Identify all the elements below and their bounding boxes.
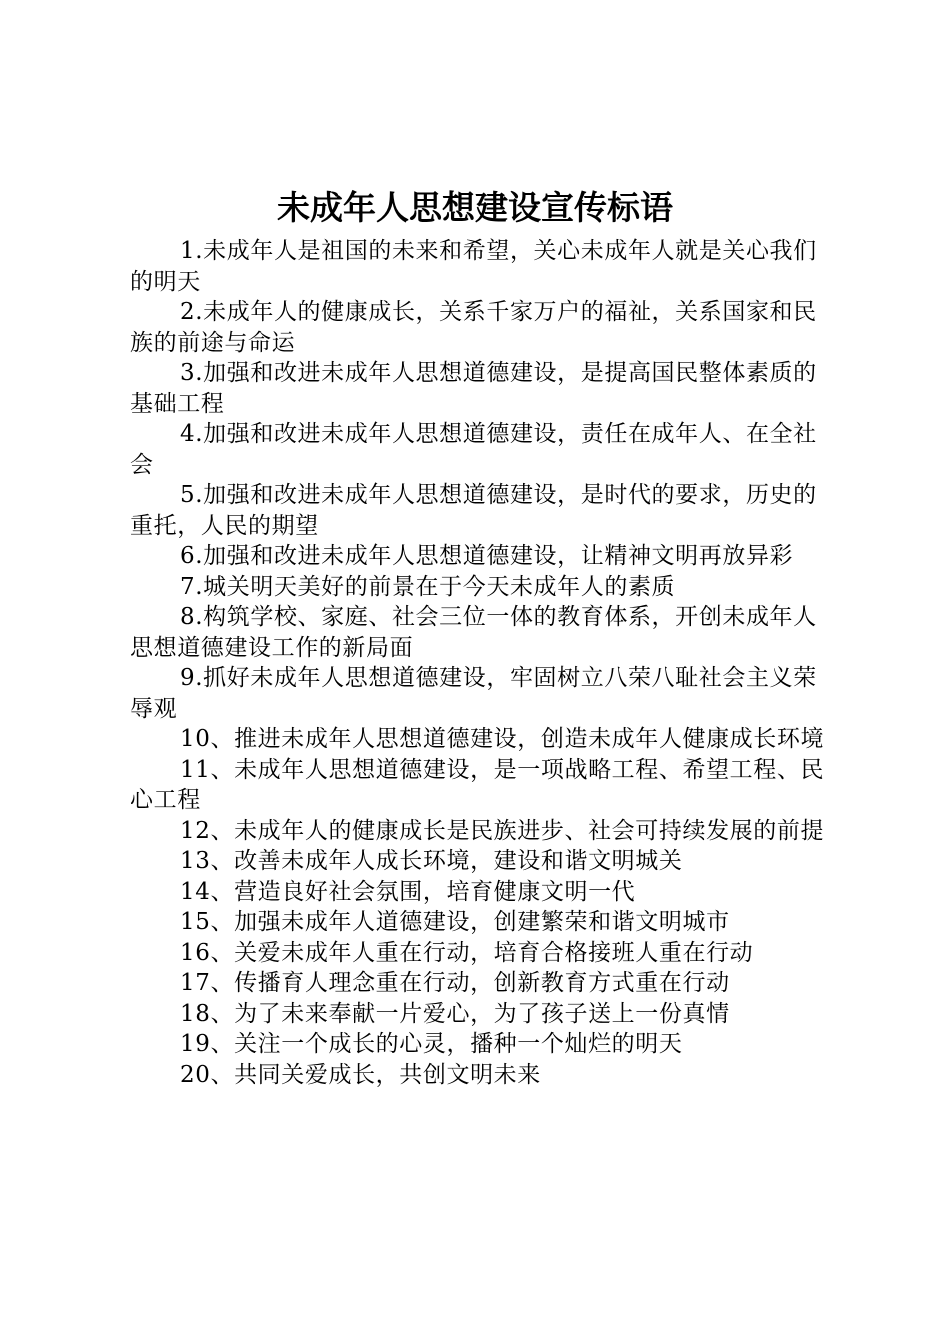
slogan-item: 11、未成年人思想道德建设，是一项战略工程、希望工程、民心工程 xyxy=(130,756,825,813)
slogan-item: 7.城关明天美好的前景在于今天未成年人的素质 xyxy=(180,573,676,600)
slogan-item: 14、营造良好社会氛围，培育健康文明一代 xyxy=(180,878,636,905)
slogan-item: 2.未成年人的健康成长，关系千家万户的福祉，关系国家和民族的前途与命运 xyxy=(130,299,817,356)
slogan-item: 12、未成年人的健康成长是民族进步、社会可持续发展的前提 xyxy=(180,817,825,844)
slogan-item: 8.构筑学校、家庭、社会三位一体的教育体系，开创未成年人思想道德建设工作的新局面 xyxy=(130,604,817,661)
slogan-item: 1.未成年人是祖国的未来和希望，关心未成年人就是关心我们的明天 xyxy=(130,238,817,295)
slogan-item: 15、加强未成年人道德建设，创建繁荣和谐文明城市 xyxy=(180,909,730,935)
slogan-item: 3.加强和改进未成年人思想道德建设，是提高国民整体素质的基础工程 xyxy=(130,360,817,417)
slogan-item: 20、共同关爱成长，共创文明未来 xyxy=(180,1061,541,1088)
slogan-item: 16、关爱未成年人重在行动，培育合格接班人重在行动 xyxy=(180,939,754,966)
slogan-item: 17、传播育人理念重在行动，创新教育方式重在行动 xyxy=(180,970,730,996)
slogan-item: 10、推进未成年人思想道德建设，创造未成年人健康成长环境 xyxy=(180,726,825,752)
slogan-item: 5.加强和改进未成年人思想道德建设，是时代的要求，历史的重托，人民的期望 xyxy=(130,482,817,539)
slogan-item: 13、改善未成年人成长环境，建设和谐文明城关 xyxy=(180,848,683,874)
slogan-item: 9.抓好未成年人思想道德建设，牢固树立八荣八耻社会主义荣辱观 xyxy=(130,665,817,722)
slogan-item: 6.加强和改进未成年人思想道德建设，让精神文明再放异彩 xyxy=(180,543,794,569)
slogan-item: 4.加强和改进未成年人思想道德建设，责任在成年人、在全社会 xyxy=(130,421,817,478)
slogan-item: 18、为了未来奉献一片爱心，为了孩子送上一份真情 xyxy=(180,1000,730,1027)
document-title: 未成年人思想建设宣传标语 xyxy=(277,188,673,227)
slogan-item: 19、关注一个成长的心灵，播种一个灿烂的明天 xyxy=(180,1031,683,1057)
slogan-list xyxy=(130,236,835,1090)
